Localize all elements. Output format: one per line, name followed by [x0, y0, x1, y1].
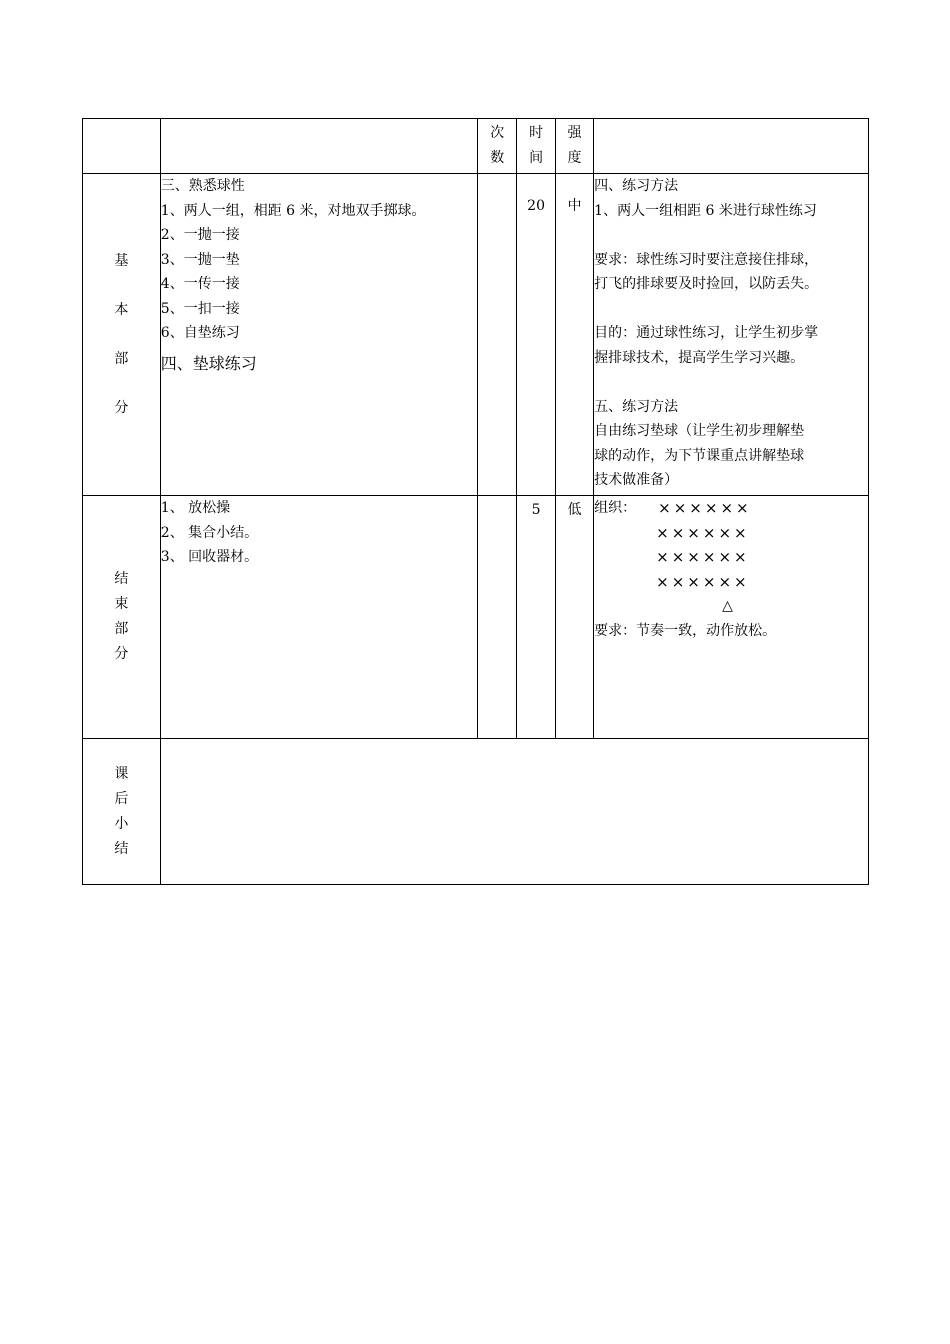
header-row: [83, 119, 869, 174]
method-title: 四、练习方法: [594, 178, 679, 194]
method-aim: 握排球技术，提高学生学习兴趣。: [594, 349, 805, 366]
ending-section-label: [83, 496, 161, 739]
method-line: 1、两人一组相距 6 米进行球性练习: [594, 202, 817, 219]
header-method-cell: [594, 119, 869, 174]
summary-section-label: [83, 739, 161, 885]
content-line: 1、两人一组，相距 6 米，对地双手掷球。: [160, 202, 426, 219]
header-intensity-char2: 度: [567, 149, 582, 166]
content-line: 6、自垫练习: [160, 325, 240, 341]
content-line: 2、一抛一接: [160, 227, 240, 243]
method-line: 技术做准备）: [594, 472, 679, 488]
header-count: [478, 119, 517, 174]
summary-label-char: 结: [114, 840, 129, 857]
content-heading: 四、垫球练习: [160, 353, 257, 373]
ending-label-char: 部: [114, 621, 129, 637]
method-requirement: 打飞的排球要及时捡回，以防丢失。: [594, 276, 819, 292]
ending-count: [478, 496, 517, 739]
header-time-char2: 间: [529, 149, 544, 166]
basic-time: 20: [517, 174, 555, 496]
basic-label-char: 分: [114, 399, 129, 416]
header-intensity-char1: 强: [567, 125, 582, 141]
method-requirement: 要求：节奏一致，动作放松。: [594, 622, 777, 639]
basic-section-label: [83, 174, 161, 496]
student-row: ××××××: [656, 523, 750, 542]
basic-content: [160, 174, 477, 496]
summary-label-char: 小: [114, 815, 129, 832]
header-time: [517, 119, 555, 174]
basic-count: [478, 174, 517, 496]
basic-label-char: 基: [114, 252, 129, 269]
header-count-char1: 次: [490, 125, 505, 141]
header-time-char1: 时: [529, 125, 544, 141]
method-aim: 目的：通过球性练习，让学生初步掌: [594, 325, 819, 341]
summary-row: [83, 739, 869, 885]
ending-time: 5: [517, 496, 555, 739]
student-row: ××××××: [656, 548, 750, 566]
content-line: 三、熟悉球性: [160, 178, 245, 194]
header-intensity: [555, 119, 593, 174]
lesson-plan-table: [82, 118, 869, 885]
organization-label: 组织：: [594, 500, 637, 516]
ending-label-char: 结: [114, 571, 129, 587]
content-line: 2、 集合小结。: [160, 524, 259, 541]
ending-label-char: 分: [114, 646, 129, 662]
summary-label-char: 后: [114, 790, 129, 807]
basic-method: [594, 174, 869, 496]
header-count-char2: 数: [490, 149, 505, 166]
basic-intensity: 中: [555, 174, 593, 496]
method-line: 自由练习垫球（让学生初步理解垫: [594, 423, 805, 439]
basic-label-char: 本: [114, 301, 129, 318]
method-line: 球的动作，为下节课重点讲解垫球: [594, 447, 805, 464]
ending-content: [160, 496, 477, 739]
formation-diagram: [594, 496, 868, 521]
header-content-cell: [160, 119, 477, 174]
summary-label-char: 课: [114, 765, 129, 782]
content-line: 5、一扣一接: [160, 300, 240, 317]
ending-row: [83, 496, 869, 739]
content-line: 3、一抛一垫: [160, 251, 240, 268]
content-line: 1、 放松操: [160, 500, 231, 516]
basic-row: [83, 174, 869, 496]
header-label-cell: [83, 119, 161, 174]
ending-method: [594, 496, 869, 739]
student-row: ××××××: [658, 499, 752, 517]
basic-label-char: 部: [114, 350, 129, 367]
ending-label-char: 束: [114, 596, 129, 612]
ending-intensity: 低: [555, 496, 593, 739]
method-requirement: 要求：球性练习时要注意接住排球，: [594, 251, 819, 268]
content-line: 3、 回收器材。: [160, 549, 259, 565]
method-title: 五、练习方法: [594, 398, 679, 415]
teacher-triangle-icon: △: [722, 598, 733, 614]
summary-content: [160, 739, 868, 885]
student-row: ××××××: [656, 572, 750, 591]
content-line: 4、一传一接: [160, 276, 240, 292]
